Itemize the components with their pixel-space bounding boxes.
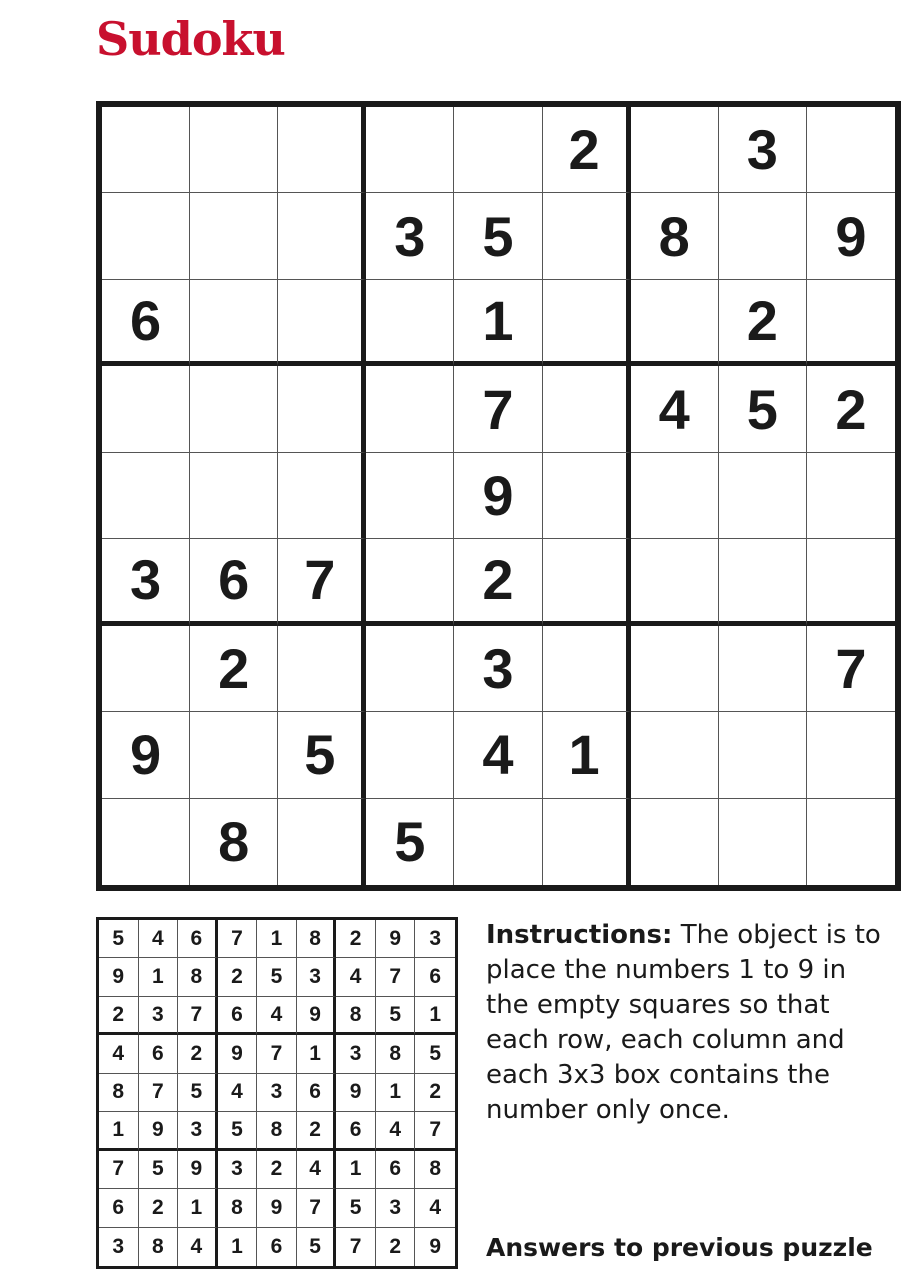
solution-cell: 7	[376, 958, 416, 996]
solution-cell: 9	[178, 1151, 218, 1189]
puzzle-cell: 7	[807, 626, 895, 712]
solution-cell: 4	[99, 1035, 139, 1073]
puzzle-cell	[278, 107, 366, 193]
solution-cell: 6	[257, 1228, 297, 1266]
puzzle-cell	[278, 799, 366, 885]
solution-cell: 9	[139, 1112, 179, 1150]
puzzle-cell	[543, 453, 631, 539]
puzzle-cell	[278, 453, 366, 539]
solution-cell: 2	[297, 1112, 337, 1150]
solution-cell: 7	[257, 1035, 297, 1073]
solution-cell: 9	[218, 1035, 258, 1073]
puzzle-cell	[807, 280, 895, 366]
puzzle-cell	[102, 626, 190, 712]
puzzle-cell: 6	[190, 539, 278, 625]
solution-cell: 3	[415, 920, 455, 958]
solution-cell: 2	[336, 920, 376, 958]
puzzle-cell	[190, 712, 278, 798]
puzzle-cell: 1	[543, 712, 631, 798]
puzzle-cell: 5	[278, 712, 366, 798]
puzzle-cell	[719, 193, 807, 279]
puzzle-cell	[631, 712, 719, 798]
puzzle-cell	[719, 539, 807, 625]
puzzle-cell	[543, 193, 631, 279]
solution-cell: 7	[99, 1151, 139, 1189]
puzzle-cell: 5	[719, 366, 807, 452]
puzzle-cell: 4	[454, 712, 542, 798]
solution-cell: 4	[415, 1189, 455, 1227]
puzzle-cell: 9	[807, 193, 895, 279]
puzzle-cell	[719, 799, 807, 885]
solution-cell: 7	[139, 1074, 179, 1112]
puzzle-cell	[807, 107, 895, 193]
instructions-label: Instructions:	[486, 920, 673, 950]
puzzle-cell	[631, 453, 719, 539]
solution-cell: 9	[257, 1189, 297, 1227]
solution-cell: 2	[257, 1151, 297, 1189]
puzzle-cell	[543, 366, 631, 452]
solution-cell: 1	[415, 997, 455, 1035]
puzzle-cell	[102, 366, 190, 452]
solution-cell: 7	[297, 1189, 337, 1227]
solution-cell: 5	[297, 1228, 337, 1266]
solution-cell: 2	[99, 997, 139, 1035]
puzzle-cell	[102, 453, 190, 539]
puzzle-cell: 3	[454, 626, 542, 712]
solution-cell: 3	[376, 1189, 416, 1227]
puzzle-cell	[366, 626, 454, 712]
solution-cell: 1	[336, 1151, 376, 1189]
solution-cell: 3	[99, 1228, 139, 1266]
solution-cell: 1	[218, 1228, 258, 1266]
solution-cell: 5	[218, 1112, 258, 1150]
puzzle-cell	[807, 453, 895, 539]
solution-cell: 7	[178, 997, 218, 1035]
puzzle-cell: 9	[102, 712, 190, 798]
puzzle-cell	[807, 799, 895, 885]
solution-cell: 6	[376, 1151, 416, 1189]
puzzle-cell: 8	[190, 799, 278, 885]
puzzle-cell	[631, 539, 719, 625]
puzzle-cell	[366, 453, 454, 539]
puzzle-cell	[807, 539, 895, 625]
puzzle-cell	[631, 280, 719, 366]
puzzle-cell	[190, 280, 278, 366]
solution-cell: 5	[257, 958, 297, 996]
puzzle-cell	[102, 193, 190, 279]
solution-cell: 6	[99, 1189, 139, 1227]
puzzle-cell	[366, 280, 454, 366]
puzzle-cell	[102, 107, 190, 193]
solution-cell: 4	[257, 997, 297, 1035]
puzzle-cell: 2	[807, 366, 895, 452]
solution-cell: 8	[139, 1228, 179, 1266]
puzzle-cell	[543, 280, 631, 366]
puzzle-cell	[719, 453, 807, 539]
solution-cell: 8	[376, 1035, 416, 1073]
puzzle-cell	[454, 107, 542, 193]
puzzle-cell	[454, 799, 542, 885]
solution-cell: 5	[139, 1151, 179, 1189]
solution-cell: 3	[336, 1035, 376, 1073]
solution-cell: 4	[139, 920, 179, 958]
sudoku-puzzle-grid	[96, 101, 901, 891]
puzzle-cell	[366, 366, 454, 452]
solution-cell: 2	[376, 1228, 416, 1266]
puzzle-cell: 3	[719, 107, 807, 193]
puzzle-cell: 2	[719, 280, 807, 366]
previous-solution-grid	[96, 917, 458, 1269]
solution-cell: 8	[257, 1112, 297, 1150]
solution-cell: 5	[336, 1189, 376, 1227]
solution-cell: 3	[257, 1074, 297, 1112]
solution-cell: 5	[178, 1074, 218, 1112]
puzzle-cell: 2	[454, 539, 542, 625]
puzzle-cell: 7	[278, 539, 366, 625]
solution-cell: 6	[178, 920, 218, 958]
solution-cell: 9	[336, 1074, 376, 1112]
puzzle-cell	[631, 107, 719, 193]
puzzle-cell	[278, 193, 366, 279]
solution-cell: 1	[297, 1035, 337, 1073]
solution-cell: 3	[139, 997, 179, 1035]
puzzle-cell: 1	[454, 280, 542, 366]
solution-cell: 8	[178, 958, 218, 996]
puzzle-cell	[366, 712, 454, 798]
puzzle-cell: 7	[454, 366, 542, 452]
solution-cell: 3	[178, 1112, 218, 1150]
puzzle-cell	[543, 799, 631, 885]
solution-cell: 6	[297, 1074, 337, 1112]
puzzle-cell: 5	[366, 799, 454, 885]
solution-cell: 3	[297, 958, 337, 996]
page-title: Sudoku	[96, 12, 285, 66]
solution-cell: 8	[336, 997, 376, 1035]
answers-caption: Answers to previous puzzle	[486, 1233, 873, 1262]
puzzle-cell	[719, 626, 807, 712]
solution-cell: 7	[415, 1112, 455, 1150]
solution-cell: 4	[297, 1151, 337, 1189]
puzzle-cell	[366, 107, 454, 193]
solution-cell: 2	[139, 1189, 179, 1227]
solution-cell: 1	[257, 920, 297, 958]
solution-cell: 4	[376, 1112, 416, 1150]
solution-cell: 8	[99, 1074, 139, 1112]
puzzle-cell	[631, 626, 719, 712]
solution-cell: 1	[99, 1112, 139, 1150]
solution-cell: 4	[178, 1228, 218, 1266]
solution-cell: 6	[218, 997, 258, 1035]
solution-cell: 9	[429, 1234, 442, 1258]
puzzle-cell: 3	[102, 539, 190, 625]
solution-cell: 4	[336, 958, 376, 996]
puzzle-cell	[278, 626, 366, 712]
puzzle-cell: 2	[190, 626, 278, 712]
puzzle-cell: 4	[631, 366, 719, 452]
puzzle-cell: 2	[543, 107, 631, 193]
solution-cell: 7	[218, 920, 258, 958]
solution-cell: 8	[218, 1189, 258, 1227]
puzzle-cell	[190, 453, 278, 539]
puzzle-cell	[719, 712, 807, 798]
instructions-text	[486, 918, 891, 1128]
puzzle-cell: 5	[454, 193, 542, 279]
puzzle-cell: 9	[454, 453, 542, 539]
puzzle-cell	[190, 107, 278, 193]
puzzle-cell	[631, 799, 719, 885]
puzzle-cell	[190, 193, 278, 279]
solution-cell: 8	[415, 1151, 455, 1189]
solution-cell: 7	[336, 1228, 376, 1266]
instructions-body: The object is to place the numbers 1 to 9 in the empty squares so that each row, each column and each 3x3 box contains the number only once.	[486, 920, 881, 1125]
puzzle-cell	[807, 712, 895, 798]
solution-cell: 2	[218, 958, 258, 996]
puzzle-cell	[278, 280, 366, 366]
puzzle-cell: 6	[102, 280, 190, 366]
solution-cell: 3	[218, 1151, 258, 1189]
solution-cell: 9	[99, 958, 139, 996]
solution-cell: 9	[376, 920, 416, 958]
solution-cell: 2	[415, 1074, 455, 1112]
solution-cell: 8	[297, 920, 337, 958]
puzzle-cell	[366, 539, 454, 625]
solution-cell: 4	[218, 1074, 258, 1112]
puzzle-cell	[543, 539, 631, 625]
puzzle-cell: 8	[631, 193, 719, 279]
solution-cell: 1	[139, 958, 179, 996]
solution-cell: 6	[415, 958, 455, 996]
puzzle-cell	[190, 366, 278, 452]
solution-cell: 5	[99, 920, 139, 958]
solution-cell: 9	[297, 997, 337, 1035]
puzzle-cell	[102, 799, 190, 885]
solution-cell: 6	[139, 1035, 179, 1073]
puzzle-cell	[543, 626, 631, 712]
solution-cell: 2	[178, 1035, 218, 1073]
solution-cell: 6	[336, 1112, 376, 1150]
solution-cell: 5	[376, 997, 416, 1035]
solution-cell: 1	[376, 1074, 416, 1112]
puzzle-cell: 3	[366, 193, 454, 279]
solution-cell: 1	[178, 1189, 218, 1227]
solution-cell: 5	[415, 1035, 455, 1073]
puzzle-cell	[278, 366, 366, 452]
